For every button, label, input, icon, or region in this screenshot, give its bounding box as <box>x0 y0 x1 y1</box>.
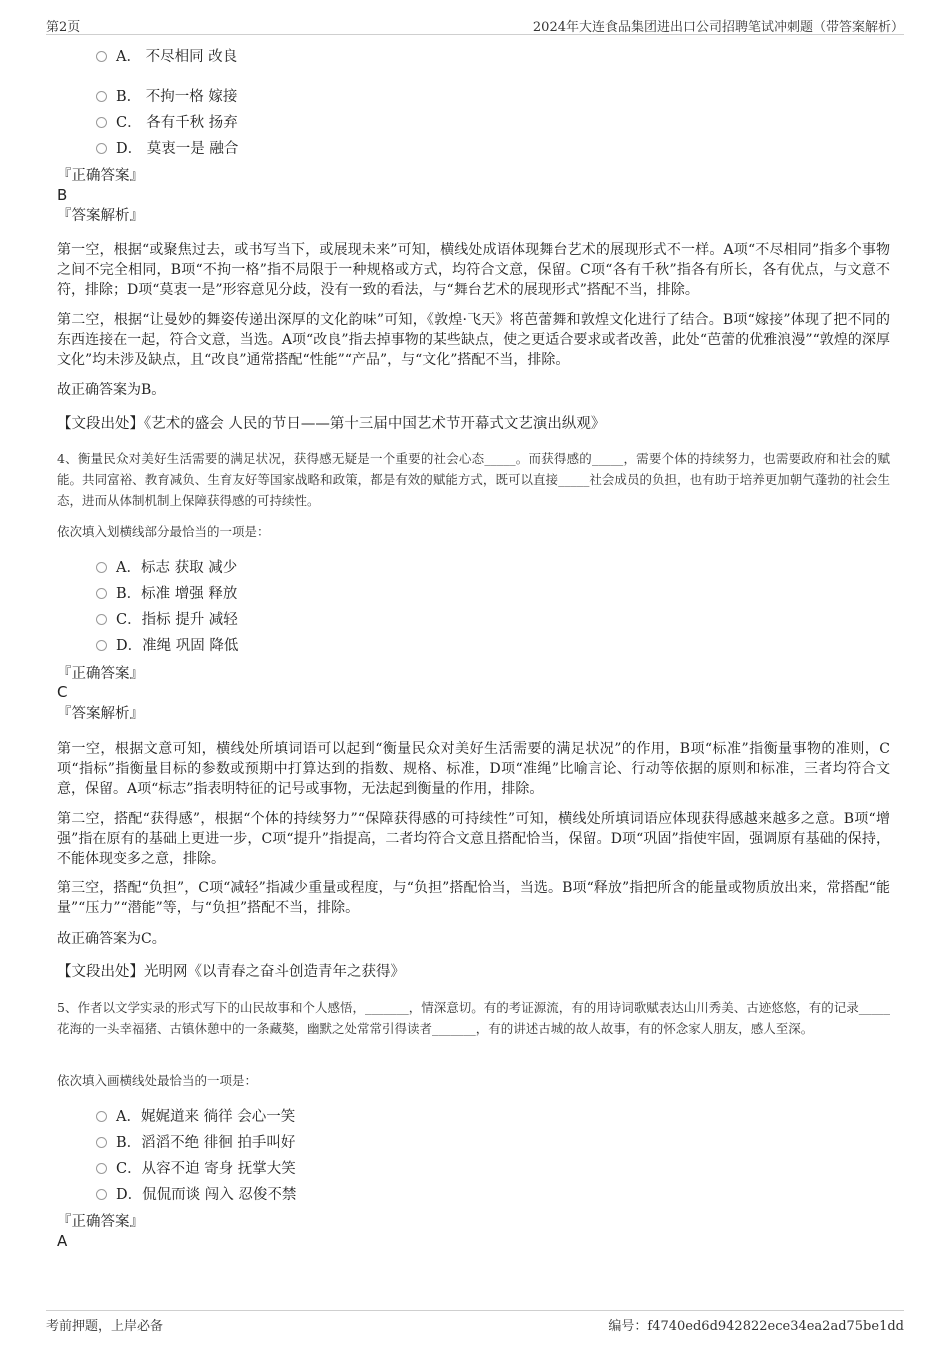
radio-icon[interactable] <box>96 614 107 625</box>
q4-option-d[interactable]: D．准绳 巩固 降低 <box>96 633 238 659</box>
q3-option-d[interactable]: D． 莫衷一是 融合 <box>96 136 238 162</box>
q3-analysis-label: 『答案解析』 <box>57 208 144 224</box>
q3-analysis-2: 第二空，根据“让曼妙的舞姿传递出深厚的文化韵味”可知，《敦煌·飞天》将芭蕾舞和敦煌文化进行了结合。B项“嫁接”体现了把不同的东西连接在一起，符合文意，当选。A项“改良”指去掉事物的某些缺点，使之更适合要求或者改善，此处“芭蕾的优雅浪漫”“敦煌的深厚文化”均未涉及缺点，且“改良”通常搭配“性能”“产品”，与“文化”搭配不当，排除。 <box>57 312 890 368</box>
q3-source: 【文段出处】《艺术的盛会 人民的节日——第十三届中国艺术节开幕式文艺演出纵观》 <box>57 416 606 432</box>
q4-prompt: 依次填入划横线部分最恰当的一项是： <box>57 524 270 539</box>
radio-icon[interactable] <box>96 588 107 599</box>
q3-option-c[interactable]: C． 各有千秋 扬弃 <box>96 110 238 136</box>
q3-analysis-3: 故正确答案为B。 <box>57 382 166 398</box>
radio-icon[interactable] <box>96 1137 107 1148</box>
q4-answer: C <box>57 683 68 701</box>
q5-option-a[interactable]: A．娓娓道来 徜徉 会心一笑 <box>96 1104 296 1130</box>
page-footer <box>46 1310 904 1335</box>
q4-source: 【文段出处】光明网《以青春之奋斗创造青年之获得》 <box>57 964 405 980</box>
footer-slogan: 考前押题，上岸必备 <box>46 1319 164 1334</box>
q3-options <box>96 44 237 70</box>
radio-icon[interactable] <box>96 1111 107 1122</box>
q3-option-b[interactable]: B． 不拘一格 嫁接 <box>96 84 238 110</box>
radio-icon[interactable] <box>96 91 107 102</box>
radio-icon[interactable] <box>96 117 107 128</box>
q4-option-c[interactable]: C．指标 提升 减轻 <box>96 607 238 633</box>
document-id: 编号：f4740ed6d942822ece34ea2ad75be1dd <box>608 1319 904 1334</box>
q5-prompt: 依次填入画横线处最恰当的一项是： <box>57 1073 258 1088</box>
q3-answer: B <box>57 186 68 204</box>
radio-icon[interactable] <box>96 562 107 573</box>
radio-icon[interactable] <box>96 143 107 154</box>
q4-option-a[interactable]: A．标志 获取 减少 <box>96 555 238 581</box>
q3-option-a[interactable]: A． 不尽相同 改良 <box>96 44 237 70</box>
q4-options <box>96 555 238 659</box>
q5-answer: A <box>57 1232 68 1250</box>
q5-answer-label: 『正确答案』 <box>57 1214 144 1230</box>
q3-analysis-1: 第一空，根据“或聚焦过去，或书写当下，或展现未来”可知，横线处成语体现舞台艺术的展现形式不一样。A项“不尽相同”指多个事物之间不完全相同，B项“不拘一格”指不局限于一种规格或方式，均符合文意，保留。C项“各有千秋”指各有所长，各有优点，与文意不符，排除；D项“莫衷一是”形容意见分歧，没有一致的看法，与“舞台艺术的展现形式”搭配不当，排除。 <box>57 242 890 298</box>
radio-icon[interactable] <box>96 1163 107 1174</box>
q4-analysis-3: 第三空，搭配“负担”，C项“减轻”指减少重量或程度，与“负担”搭配恰当，当选。B项“释放”指把所含的能量或物质放出来，常搭配“能量”“压力”“潜能”等，与“负担”搭配不当，排除。 <box>57 880 890 916</box>
radio-icon[interactable] <box>96 1189 107 1200</box>
q4-stem: 4、衡量民众对美好生活需要的满足状况，获得感无疑是一个重要的社会心态_____。而获得感的_____，需要个体的持续努力，也需要政府和社会的赋能。共同富裕、教育减负、生育友好等国家战略和政策，都是有效的赋能方式，既可以直接_____社会成员的负担，也有助于培养更加朝气蓬勃的社会生态，进而从体制机制上保障获得感的可持续性。 <box>57 451 890 508</box>
q4-option-b[interactable]: B．标准 增强 释放 <box>96 581 238 607</box>
q4-analysis-2: 第二空，搭配“获得感”，根据“个体的持续努力”“保障获得感的可持续性”可知，横线处所填词语应体现获得感越来越多之意。B项“增强”指在原有的基础上更进一步，C项“提升”指提高，二者均符合文意且搭配恰当，保留。D项“巩固”指使牢固，强调原有基础的保持，不能体现变多之意，排除。 <box>57 811 890 867</box>
page-number: 第2页 <box>46 20 81 35</box>
q5-option-c[interactable]: C．从容不迫 寄身 抚掌大笑 <box>96 1156 296 1182</box>
document-title: 2024年大连食品集团进出口公司招聘笔试冲刺题（带答案解析） <box>532 20 904 35</box>
q5-option-b[interactable]: B．滔滔不绝 徘徊 拍手叫好 <box>96 1130 296 1156</box>
radio-icon[interactable] <box>96 51 107 62</box>
q5-stem: 5、作者以文学实录的形式写下的山民故事和个人感悟，_______，情深意切。有的考证源流，有的用诗词歌赋表达山川秀美、古迹悠悠，有的记录_____花海的一头幸福猪、古镇休憩中的一条藏獒，幽默之处常常引得读者_______，有的讲述古城的故人故事，有的怀念家人朋友，感人至深。 <box>57 1000 890 1036</box>
q3-answer-label: 『正确答案』 <box>57 168 144 184</box>
q4-answer-label: 『正确答案』 <box>57 666 144 682</box>
q3-options-rest <box>96 84 238 162</box>
q4-analysis-1: 第一空，根据文意可知，横线处所填词语可以起到“衡量民众对美好生活需要的满足状况”的作用，B项“标准”指衡量事物的准则，C项“指标”指衡量目标的参数或预期中打算达到的指数、规格、标准，D项“准绳”比喻言论、行动等依据的原则和标准，三者均符合文意，保留。A项“标志”指表明特征的记号或事物，无法起到衡量的作用，排除。 <box>57 741 890 797</box>
q5-option-d[interactable]: D．侃侃而谈 闯入 忍俊不禁 <box>96 1182 296 1208</box>
q4-analysis-4: 故正确答案为C。 <box>57 931 166 947</box>
q4-analysis-label: 『答案解析』 <box>57 706 144 722</box>
q5-options <box>96 1104 296 1208</box>
page-header <box>46 14 904 35</box>
radio-icon[interactable] <box>96 640 107 651</box>
